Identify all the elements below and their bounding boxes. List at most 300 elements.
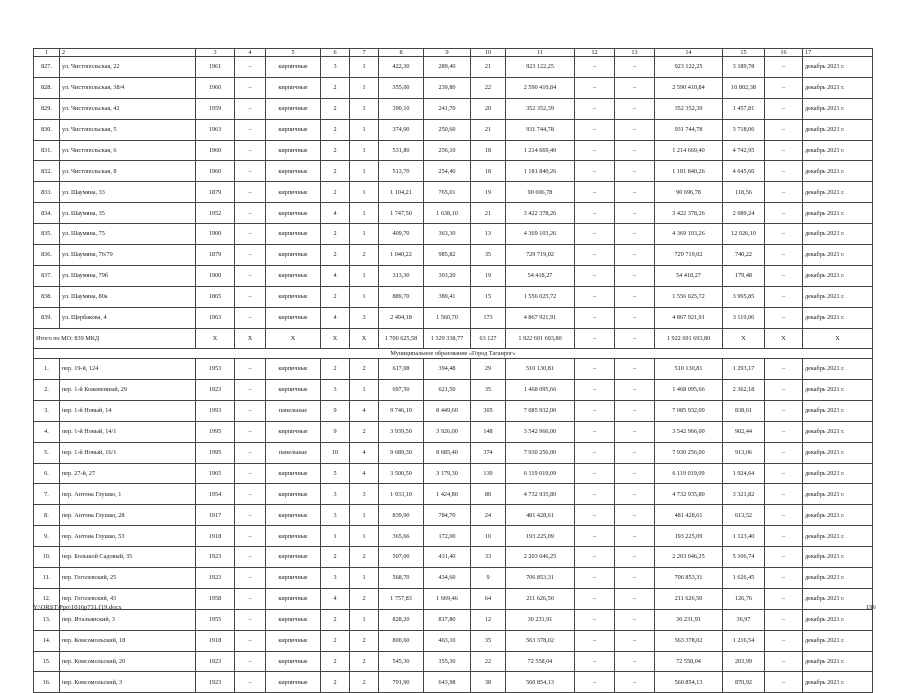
table-cell: 1 (321, 526, 350, 547)
table-cell: декабрь 2021 г. (803, 57, 873, 78)
table-cell: 834. (34, 203, 60, 224)
table-cell: – (615, 400, 655, 421)
table-cell: 24 (471, 505, 506, 526)
table-cell: 1923 (196, 651, 235, 672)
table-cell: – (765, 505, 803, 526)
table-cell: – (615, 379, 655, 400)
table-cell: 1 556 025,72 (506, 286, 575, 307)
table-cell: 1959 (196, 98, 235, 119)
table-cell: кирпичные (266, 307, 321, 328)
table-cell: 3 422 378,26 (655, 203, 723, 224)
table-cell: 1 (350, 567, 379, 588)
table-cell: 4 (350, 442, 379, 463)
table-cell: 72 558,04 (655, 651, 723, 672)
table-cell: 1917 (196, 505, 235, 526)
table-cell: 13 (471, 224, 506, 245)
table-cell: 1918 (196, 526, 235, 547)
table-cell: 1. (34, 359, 60, 380)
table-cell: декабрь 2021 г. (803, 630, 873, 651)
table-cell: 22 (471, 651, 506, 672)
table-cell: 1 181 840,26 (655, 161, 723, 182)
table-cell: – (615, 421, 655, 442)
table-cell: 1952 (196, 203, 235, 224)
table-cell: кирпичные (266, 588, 321, 609)
table-cell: 4 369 103,26 (655, 224, 723, 245)
table-cell: 4 (321, 265, 350, 286)
table-cell: – (575, 119, 615, 140)
table-cell: – (575, 161, 615, 182)
table-cell: 985,82 (424, 245, 471, 266)
table-cell: 706 853,31 (506, 567, 575, 588)
table-cell: 1 214 669,40 (655, 140, 723, 161)
table-cell: 3 (321, 57, 350, 78)
table-cell: – (615, 672, 655, 693)
table-cell: декабрь 2021 г. (803, 379, 873, 400)
table-cell: 13. (34, 609, 60, 630)
table-cell: – (235, 359, 266, 380)
table-cell: 10. (34, 547, 60, 568)
table-cell: кирпичные (266, 77, 321, 98)
table-cell: 11 (506, 49, 575, 57)
table-cell: – (615, 630, 655, 651)
table-cell: декабрь 2021 г. (803, 463, 873, 484)
table-cell: – (575, 245, 615, 266)
table-cell: кирпичные (266, 651, 321, 672)
table-cell: 12 026,10 (723, 224, 765, 245)
table-cell: 9. (34, 526, 60, 547)
table-cell: 1 214 669,40 (506, 140, 575, 161)
table-cell: 4 645,60 (723, 161, 765, 182)
table-cell: – (765, 119, 803, 140)
table-cell: кирпичные (266, 547, 321, 568)
table-cell: 838. (34, 286, 60, 307)
table-cell: 1960 (196, 161, 235, 182)
table-cell: 409,70 (379, 224, 424, 245)
table-cell: 3 939,50 (379, 421, 424, 442)
table-cell: 374 (471, 442, 506, 463)
table-row (34, 672, 873, 693)
table-cell: 2 203 046,25 (506, 547, 575, 568)
table-cell: декабрь 2021 г. (803, 161, 873, 182)
table-cell: 10 802,38 (723, 77, 765, 98)
table-cell: – (765, 609, 803, 630)
table-cell: 374,00 (379, 119, 424, 140)
table-cell: декабрь 2021 г. (803, 307, 873, 328)
table-cell: 1 924,64 (723, 463, 765, 484)
table-cell: 10 (321, 442, 350, 463)
table-cell: 1 329 338,77 (424, 328, 471, 349)
table-cell: – (235, 286, 266, 307)
table-cell: 9 (471, 567, 506, 588)
table-cell: 1 (350, 182, 379, 203)
table-cell: 1 040,22 (379, 245, 424, 266)
table-cell: 827. (34, 57, 60, 78)
table-cell: – (575, 526, 615, 547)
table-cell: 2 (321, 98, 350, 119)
table-cell: 560 854,13 (506, 672, 575, 693)
table-cell: – (235, 463, 266, 484)
table-cell: 837. (34, 265, 60, 286)
table-cell: 1965 (196, 463, 235, 484)
table-cell: ул. Чистопольская, 6 (60, 140, 196, 161)
table-row (34, 421, 873, 442)
table-cell: – (235, 609, 266, 630)
table-cell: 507,00 (379, 547, 424, 568)
table-cell: пер. 27-й, 27 (60, 463, 196, 484)
table-cell: 3 (350, 307, 379, 328)
table-row (34, 57, 873, 78)
table-row (34, 265, 873, 286)
table-cell: пер. Большой Садовый, 35 (60, 547, 196, 568)
table-cell: декабрь 2021 г. (803, 77, 873, 98)
table-cell: – (575, 421, 615, 442)
table-cell: – (615, 505, 655, 526)
table-cell: 463,10 (424, 630, 471, 651)
table-cell: декабрь 2021 г. (803, 588, 873, 609)
table-cell: кирпичные (266, 203, 321, 224)
table-cell: 20 (471, 98, 506, 119)
table-cell: – (235, 651, 266, 672)
table-cell: 8 449,60 (424, 400, 471, 421)
table-cell: 7 930 256,00 (506, 442, 575, 463)
table-cell: Х (266, 328, 321, 349)
table-cell: – (615, 651, 655, 672)
table-cell: 5 (321, 463, 350, 484)
table-cell: 831. (34, 140, 60, 161)
table-cell: Х (196, 328, 235, 349)
table-cell: 1 (350, 119, 379, 140)
table-cell: – (615, 442, 655, 463)
table-cell: 1 (350, 203, 379, 224)
table-cell: 30 231,91 (655, 609, 723, 630)
table-cell: 1 757,83 (379, 588, 424, 609)
table-cell: 2 (321, 609, 350, 630)
table-cell: пер. Антона Глушко, 1 (60, 484, 196, 505)
table-cell: 19 (471, 265, 506, 286)
table-cell: – (575, 140, 615, 161)
table-cell: 3 119,06 (723, 307, 765, 328)
table-cell: Х (350, 328, 379, 349)
table-cell: Х (235, 328, 266, 349)
table-cell: 12 (575, 49, 615, 57)
table-cell: – (615, 57, 655, 78)
table-cell: 16. (34, 672, 60, 693)
table-cell: – (765, 286, 803, 307)
table-cell: 697,50 (379, 379, 424, 400)
table-cell: 1923 (196, 672, 235, 693)
table-cell: 1 (350, 505, 379, 526)
table-cell: декабрь 2021 г. (803, 182, 873, 203)
table-cell: пер. Комсомольский, 18 (60, 630, 196, 651)
table-cell: Х (723, 328, 765, 349)
table-cell: 3 718,06 (723, 119, 765, 140)
table-cell: 838,61 (723, 400, 765, 421)
table-cell: – (575, 307, 615, 328)
table-row (34, 140, 873, 161)
table-cell: 6 119 019,09 (655, 463, 723, 484)
table-cell: декабрь 2021 г. (803, 442, 873, 463)
table-cell: 64 (471, 588, 506, 609)
total-row (34, 328, 873, 349)
table-cell: ул. Чистопольская, 5 (60, 119, 196, 140)
table-cell: – (235, 567, 266, 588)
table-cell: – (235, 307, 266, 328)
table-cell: 1 181 840,26 (506, 161, 575, 182)
table-cell: пер. Гоголевский, 25 (60, 567, 196, 588)
table-cell: – (575, 203, 615, 224)
table-cell: 172,00 (424, 526, 471, 547)
table-cell: 365,66 (379, 526, 424, 547)
table-cell: 1 922 691 693,80 (506, 328, 575, 349)
table-cell: 835. (34, 224, 60, 245)
table-cell: 2. (34, 379, 60, 400)
table-cell: – (575, 463, 615, 484)
table-cell: 729 719,02 (655, 245, 723, 266)
table-cell: 1 216,54 (723, 630, 765, 651)
table-cell: – (575, 630, 615, 651)
table-cell: пер. Антона Глушко, 53 (60, 526, 196, 547)
table-cell: – (235, 588, 266, 609)
table-cell: 434,60 (424, 567, 471, 588)
table-row (34, 286, 873, 307)
table-cell: ул. Шаумяна, 76/79 (60, 245, 196, 266)
table-cell: 15 (471, 286, 506, 307)
table-row (34, 224, 873, 245)
table-cell: 832. (34, 161, 60, 182)
table-cell: кирпичные (266, 609, 321, 630)
table-cell: 35 (471, 245, 506, 266)
table-cell: – (235, 224, 266, 245)
table-cell: 254,40 (424, 161, 471, 182)
table-cell: 706 853,31 (655, 567, 723, 588)
table-cell: 3 422 378,26 (506, 203, 575, 224)
table-cell: – (235, 140, 266, 161)
table-cell: 2 (350, 359, 379, 380)
table-cell: декабрь 2021 г. (803, 245, 873, 266)
table-cell: 2 362,18 (723, 379, 765, 400)
table-cell: 1918 (196, 630, 235, 651)
table-cell: 21 (471, 203, 506, 224)
table-cell: 4 (350, 463, 379, 484)
table-cell: 2 (321, 182, 350, 203)
table-cell: 2 (321, 286, 350, 307)
table-cell: 1879 (196, 245, 235, 266)
table-cell: 563 378,02 (506, 630, 575, 651)
table-cell: 16 (765, 49, 803, 57)
table-cell: 2 (350, 547, 379, 568)
table-cell: 126,76 (723, 588, 765, 609)
table-cell: 10 (471, 49, 506, 57)
table-cell: кирпичные (266, 484, 321, 505)
table-cell: – (575, 672, 615, 693)
table-cell: 2 (321, 161, 350, 182)
table-cell: 2 (321, 224, 350, 245)
table-cell: – (765, 203, 803, 224)
table-cell: 203,99 (723, 651, 765, 672)
table-cell: 17 (803, 49, 873, 57)
table-cell: 839. (34, 307, 60, 328)
table-cell: 33 (471, 547, 506, 568)
table-cell: кирпичные (266, 672, 321, 693)
table-cell: – (765, 421, 803, 442)
table-cell: – (765, 630, 803, 651)
table-cell: декабрь 2021 г. (803, 567, 873, 588)
table-cell: 6 (321, 49, 350, 57)
table-cell: 2 (321, 672, 350, 693)
table-cell: 54 418,27 (506, 265, 575, 286)
table-cell: – (765, 567, 803, 588)
table-cell: 1 626,45 (723, 567, 765, 588)
table-cell: – (615, 328, 655, 349)
table-cell: – (575, 98, 615, 119)
table-cell: декабрь 2021 г. (803, 286, 873, 307)
table-cell: 1960 (196, 77, 235, 98)
table-cell: ул. Чистопольская, 8 (60, 161, 196, 182)
table-cell: 931 744,78 (655, 119, 723, 140)
table-row (34, 484, 873, 505)
table-row (34, 161, 873, 182)
table-cell: 2 (350, 630, 379, 651)
table-cell: – (235, 98, 266, 119)
table-cell: 289,40 (424, 57, 471, 78)
table-cell: декабрь 2021 г. (803, 609, 873, 630)
table-cell: 80 (471, 484, 506, 505)
table-cell: 1879 (196, 182, 235, 203)
table-cell: 3 926,00 (424, 421, 471, 442)
table-cell: 513,70 (379, 161, 424, 182)
table-cell: 1 700 625,58 (379, 328, 424, 349)
table-cell: – (235, 630, 266, 651)
table-cell: 1 (350, 224, 379, 245)
table-cell: – (765, 547, 803, 568)
table-cell: ул. Шаумяна, 79б (60, 265, 196, 286)
table-cell: 14 (655, 49, 723, 57)
table-cell: 1 424,80 (424, 484, 471, 505)
table-cell: – (765, 265, 803, 286)
table-cell: 118,56 (723, 182, 765, 203)
table-cell: – (235, 265, 266, 286)
table-cell: – (765, 245, 803, 266)
table-cell: 2 590 410,84 (655, 77, 723, 98)
table-cell: 193 225,09 (506, 526, 575, 547)
table-cell: 12. (34, 588, 60, 609)
table-cell: – (615, 463, 655, 484)
table-row (34, 526, 873, 547)
table-cell: – (615, 526, 655, 547)
table-cell: 179,48 (723, 265, 765, 286)
table-cell: 3 542 966,00 (655, 421, 723, 442)
table-cell: 352 352,39 (655, 98, 723, 119)
table-cell: пер. 1-й Кожевенный, 29 (60, 379, 196, 400)
table-cell: 1 (350, 379, 379, 400)
table-cell: Х (803, 328, 873, 349)
table-cell: 6 119 019,09 (506, 463, 575, 484)
table-cell: – (615, 182, 655, 203)
table-cell: 1 (350, 526, 379, 547)
table-cell: Итого по МО: 839 МКД (34, 328, 196, 349)
table-cell: 4. (34, 421, 60, 442)
table-cell: 7. (34, 484, 60, 505)
table-cell: – (575, 651, 615, 672)
table-cell: 5 106,74 (723, 547, 765, 568)
table-cell: 4 (350, 400, 379, 421)
table-cell: 15 (723, 49, 765, 57)
table-cell: – (615, 98, 655, 119)
table-cell: пер. 19-й, 124 (60, 359, 196, 380)
table-cell: 90 696,78 (655, 182, 723, 203)
table-cell: 1 (350, 140, 379, 161)
table-cell: кирпичные (266, 119, 321, 140)
table-cell: – (615, 286, 655, 307)
table-cell: 303,20 (424, 265, 471, 286)
table-cell: 2 (350, 651, 379, 672)
table-cell: – (615, 609, 655, 630)
table-cell: 481 428,61 (506, 505, 575, 526)
table-cell: кирпичные (266, 265, 321, 286)
table-row (34, 463, 873, 484)
table-row (34, 245, 873, 266)
table-cell: 1953 (196, 359, 235, 380)
table-cell: – (235, 379, 266, 400)
table-cell: – (615, 224, 655, 245)
table-cell: кирпичные (266, 526, 321, 547)
table-cell: 531,80 (379, 140, 424, 161)
table-cell: кирпичные (266, 57, 321, 78)
table-cell: – (235, 672, 266, 693)
table-cell: 9 (321, 400, 350, 421)
table-cell: декабрь 2021 г. (803, 98, 873, 119)
table-cell: – (765, 379, 803, 400)
table-cell: ул. Щербакова, 4 (60, 307, 196, 328)
table-cell: 422,30 (379, 57, 424, 78)
table-cell: – (615, 119, 655, 140)
table-cell: 2 494,18 (379, 307, 424, 328)
table-cell: 2 (321, 77, 350, 98)
table-cell: 1923 (196, 567, 235, 588)
table-cell: пер. Антона Глушко, 28 (60, 505, 196, 526)
table-cell: панельные (266, 442, 321, 463)
table-cell: 1 293,17 (723, 359, 765, 380)
table-cell: 2 089,24 (723, 203, 765, 224)
table-cell: – (235, 484, 266, 505)
table-cell: декабрь 2021 г. (803, 140, 873, 161)
table-cell: – (575, 265, 615, 286)
table-cell: – (765, 672, 803, 693)
table-cell: 1 556 025,72 (655, 286, 723, 307)
section-row (34, 349, 873, 359)
table-cell: 1900 (196, 224, 235, 245)
table-cell: 2 (321, 547, 350, 568)
table-cell: 30 231,91 (506, 609, 575, 630)
table-cell: 4 (235, 49, 266, 57)
table-cell: 1 (350, 265, 379, 286)
table-cell: 3 (350, 484, 379, 505)
table-cell: – (615, 245, 655, 266)
table-cell: – (575, 609, 615, 630)
table-cell: 931 744,78 (506, 119, 575, 140)
table-cell: 3 (321, 505, 350, 526)
table-cell: 1865 (196, 286, 235, 307)
table-cell: 2 203 046,25 (655, 547, 723, 568)
table-cell: 3 (321, 484, 350, 505)
table-cell: – (615, 265, 655, 286)
table-cell: 3 321,82 (723, 484, 765, 505)
table-row (34, 203, 873, 224)
table-cell: – (765, 57, 803, 78)
table-row (34, 505, 873, 526)
table-cell: 22 (471, 77, 506, 98)
table-cell: ул. Шаумяна, 75 (60, 224, 196, 245)
